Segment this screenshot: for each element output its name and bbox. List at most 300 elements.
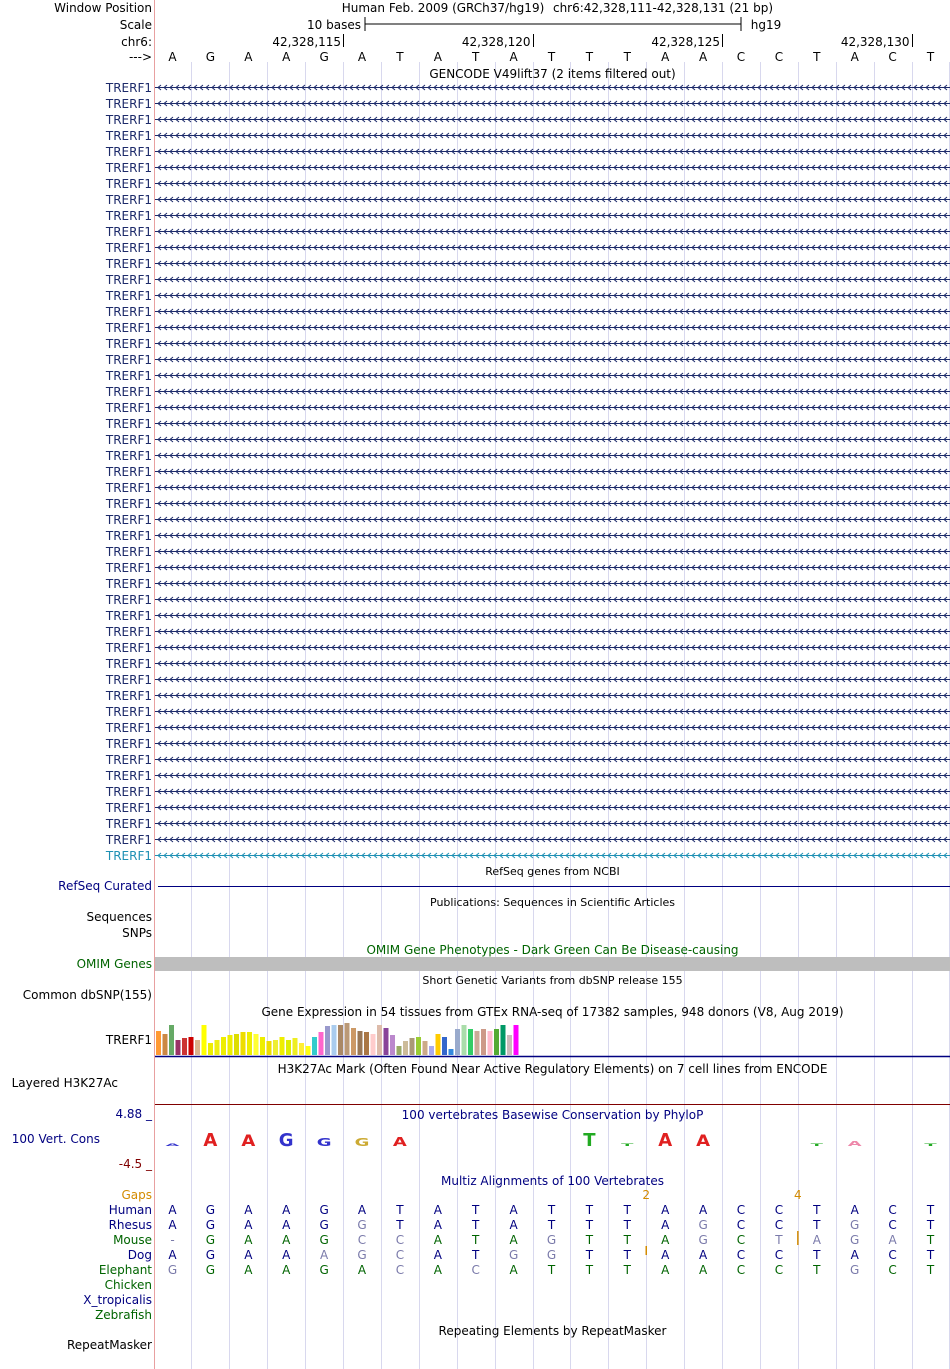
gene-arrow-line (155, 357, 950, 362)
gene-label-trerf1: TRERF1 (105, 721, 152, 735)
aligned-base: T (926, 1218, 935, 1232)
aligned-base: A (661, 1263, 670, 1277)
gene-arrow-line (155, 549, 950, 554)
gtex-bar (208, 1043, 213, 1055)
gtex-bar (286, 1040, 291, 1055)
aligned-base: C (888, 1248, 897, 1262)
gtex-bar (436, 1034, 441, 1055)
gene-label-trerf1: TRERF1 (105, 801, 152, 815)
base-letter: C (736, 50, 746, 64)
gene-arrow-line (155, 101, 950, 106)
aligned-base: A (433, 1203, 442, 1217)
base-letter: T (813, 50, 821, 64)
phylop-base: G (316, 1136, 332, 1149)
aligned-base: T (623, 1263, 631, 1277)
aligned-base: A (509, 1263, 518, 1277)
base-letter: A (433, 50, 442, 64)
phylop-base: T (924, 1142, 937, 1148)
aligned-base: G (357, 1218, 367, 1232)
genome-label: Human Feb. 2009 (GRCh37/hg19) (341, 1, 545, 15)
gtex-bar (358, 1031, 363, 1055)
aligned-base: G (205, 1203, 216, 1217)
gene-label-trerf1: TRERF1 (105, 849, 152, 863)
phylop-base: A (696, 1131, 711, 1151)
gene-arrow-line (155, 757, 950, 762)
aligned-base: C (888, 1263, 897, 1277)
aligned-base: A (509, 1203, 518, 1217)
aligned-base: A (168, 1203, 177, 1217)
gene-label-trerf1: TRERF1 (105, 657, 152, 671)
gtex-bar (202, 1025, 207, 1055)
refseq-track-label[interactable]: RefSeq Curated (58, 879, 152, 893)
base-letter: G (205, 50, 216, 64)
insertion-markers (155, 1195, 950, 1255)
aligned-base: A (282, 1248, 291, 1262)
conservation-track-label[interactable]: 100 Vert. Cons (11, 1132, 100, 1146)
gene-arrow-line (155, 309, 950, 314)
gene-arrow-line (155, 645, 950, 650)
gtex-bar (260, 1037, 265, 1055)
aligned-base: A (661, 1248, 670, 1262)
base-letter: T (926, 50, 935, 64)
gtex-expression-bars[interactable] (155, 1018, 950, 1058)
gtex-track-title: Gene Expression in 54 tissues from GTEx RNA-seq of 17382 samples, 948 donors (V8, Aug 2019) (261, 1005, 844, 1019)
gtex-bar (176, 1040, 181, 1055)
gtex-bar (189, 1037, 194, 1055)
aligned-base: G (319, 1263, 329, 1277)
gtex-bar (338, 1025, 343, 1055)
gtex-bar (462, 1025, 467, 1055)
gene-model-lines[interactable] (155, 80, 950, 860)
gene-arrow-line (155, 741, 950, 746)
gene-label-trerf1: TRERF1 (105, 225, 152, 239)
aligned-base: A (888, 1233, 897, 1247)
gene-arrow-line (155, 581, 950, 586)
base-letter: A (850, 50, 859, 64)
gene-label-trerf1: TRERF1 (105, 785, 152, 799)
gtex-bar (241, 1032, 246, 1055)
aligned-base: G (205, 1233, 216, 1247)
base-letter: A (282, 50, 291, 64)
aligned-base: C (774, 1203, 784, 1217)
aligned-base: T (472, 1233, 480, 1247)
base-letter: A (357, 50, 367, 64)
gene-label-trerf1: TRERF1 (105, 241, 152, 255)
base-letter: T (472, 50, 480, 64)
gene-arrow-line (155, 533, 950, 538)
gtex-bar (215, 1040, 220, 1055)
aligned-base: T (623, 1248, 631, 1262)
dbsnp-track-title: Short Genetic Variants from dbSNP release 155 (422, 974, 683, 987)
gene-arrow-line (155, 437, 950, 442)
phylop-base: T (583, 1130, 596, 1151)
aligned-base: G (546, 1233, 557, 1247)
gene-arrow-line (155, 389, 950, 394)
gene-label-trerf1: TRERF1 (105, 545, 152, 559)
gene-label-trerf1: TRERF1 (105, 193, 152, 207)
aligned-base: G (850, 1233, 860, 1247)
aligned-base: G (319, 1233, 329, 1247)
aligned-base: A (357, 1263, 367, 1277)
gene-label-trerf1: TRERF1 (105, 273, 152, 287)
aligned-base: T (547, 1203, 556, 1217)
aligned-base: A (850, 1248, 859, 1262)
aligned-base: A (661, 1233, 670, 1247)
gtex-bar (514, 1025, 519, 1055)
gtex-bar (156, 1031, 161, 1055)
gtex-bar (332, 1025, 337, 1055)
gene-arrow-line (155, 517, 950, 522)
gtex-bar (494, 1029, 499, 1055)
aligned-base: T (547, 1263, 556, 1277)
gene-label-trerf1: TRERF1 (105, 609, 152, 623)
aligned-base: T (585, 1203, 594, 1217)
aligned-base: A (244, 1263, 253, 1277)
aligned-base: T (472, 1218, 480, 1232)
gene-arrow-line (155, 277, 950, 282)
gene-label-trerf1: TRERF1 (105, 641, 152, 655)
aligned-base: T (775, 1233, 783, 1247)
aligned-base: A (509, 1233, 518, 1247)
aligned-base: A (433, 1248, 442, 1262)
conservation-max-label: 4.88 _ (115, 1107, 152, 1121)
aligned-base: C (736, 1233, 746, 1247)
gene-arrow-line (155, 853, 950, 858)
h3k27ac-track-title: H3K27Ac Mark (Often Found Near Active Regulatory Elements) on 7 cell lines from ENCODE (277, 1062, 828, 1076)
gene-label-trerf1: TRERF1 (105, 673, 152, 687)
conservation-min-label: -4.5 _ (118, 1157, 152, 1171)
gene-label-trerf1: TRERF1 (105, 689, 152, 703)
phylop-base: A (658, 1130, 673, 1151)
gtex-gene-label[interactable]: TRERF1 (105, 1033, 152, 1047)
omim-track-label[interactable]: OMIM Genes (76, 957, 152, 971)
gene-label-trerf1: TRERF1 (105, 129, 152, 143)
aligned-base: G (205, 1248, 216, 1262)
gtex-bar (319, 1032, 324, 1055)
gtex-bar (442, 1037, 447, 1055)
aligned-base: A (282, 1218, 291, 1232)
gtex-bar (299, 1043, 304, 1055)
gap-count-marker: 4 (794, 1188, 802, 1202)
gtex-bar (325, 1026, 330, 1055)
species-label: Mouse (113, 1233, 152, 1247)
aligned-base: A (698, 1263, 708, 1277)
h3k27ac-track-label[interactable]: Layered H3K27Ac (11, 1076, 118, 1090)
gene-arrow-line (155, 821, 950, 826)
species-label: Elephant (98, 1263, 152, 1277)
gene-arrow-line (155, 453, 950, 458)
gene-arrow-line (155, 693, 950, 698)
species-label: Zebrafish (95, 1308, 152, 1322)
aligned-base: A (168, 1248, 177, 1262)
gene-label-trerf1: TRERF1 (105, 81, 152, 95)
species-label: Rhesus (108, 1218, 152, 1232)
gtex-bar (351, 1028, 356, 1055)
gtex-bar (182, 1038, 187, 1055)
aligned-base: G (205, 1218, 216, 1232)
aligned-base: A (282, 1233, 291, 1247)
base-letter: G (319, 50, 329, 64)
phylop-track-title: 100 vertebrates Basewise Conservation by PhyloP (401, 1108, 704, 1122)
gencode-track-title: GENCODE V49lift37 (2 items filtered out) (429, 67, 676, 81)
coordinate-label: 42,328,115 (272, 35, 342, 49)
gtex-bar (169, 1025, 174, 1055)
base-letter: A (244, 50, 253, 64)
aligned-base: - (170, 1233, 175, 1247)
aligned-base: A (244, 1218, 253, 1232)
sequences-track-label[interactable]: Sequences (86, 910, 152, 924)
coordinate-label: 42,328,120 (461, 35, 531, 49)
gene-arrow-line (155, 245, 950, 250)
omim-track-title: OMIM Gene Phenotypes - Dark Green Can Be Disease-causing (366, 943, 739, 957)
aligned-base: G (319, 1218, 329, 1232)
aligned-base: T (623, 1233, 631, 1247)
aligned-base: T (585, 1233, 594, 1247)
base-letter: T (547, 50, 556, 64)
gene-label-trerf1: TRERF1 (105, 353, 152, 367)
aligned-base: A (661, 1203, 670, 1217)
gtex-bar (403, 1041, 408, 1055)
gene-arrow-line (155, 421, 950, 426)
coordinate-tick (533, 34, 534, 47)
gene-label-trerf1: TRERF1 (105, 161, 152, 175)
gene-label-trerf1: TRERF1 (105, 529, 152, 543)
aligned-base: T (547, 1218, 556, 1232)
gene-arrow-line (155, 469, 950, 474)
gene-arrow-line (155, 789, 950, 794)
aligned-base: T (585, 1218, 594, 1232)
gene-arrow-line (155, 117, 950, 122)
phylop-logo[interactable] (155, 1124, 950, 1164)
phylop-base: G (354, 1136, 370, 1149)
omim-gene-bar[interactable] (155, 957, 950, 971)
refseq-track-title: RefSeq genes from NCBI (485, 865, 620, 878)
coordinate-tick (343, 34, 344, 47)
aligned-base: G (698, 1233, 708, 1247)
gtex-bar (273, 1040, 278, 1055)
gtex-bar (455, 1029, 460, 1055)
aligned-base: A (509, 1218, 518, 1232)
gene-arrow-line (155, 405, 950, 410)
aligned-base: T (396, 1203, 404, 1217)
gtex-bar (468, 1029, 473, 1055)
aligned-base: A (282, 1203, 291, 1217)
repeatmasker-track-label[interactable]: RepeatMasker (66, 1338, 152, 1352)
aligned-base: T (926, 1248, 935, 1262)
gene-arrow-line (155, 261, 950, 266)
aligned-base: T (623, 1203, 631, 1217)
gene-arrow-line (155, 165, 950, 170)
phylop-base: A (165, 1142, 180, 1148)
gene-label-trerf1: TRERF1 (105, 321, 152, 335)
aligned-base: A (433, 1263, 442, 1277)
gene-arrow-line (155, 181, 950, 186)
aligned-base: C (774, 1248, 784, 1262)
aligned-base: C (736, 1248, 746, 1262)
aligned-base: G (850, 1218, 860, 1232)
aligned-base: C (471, 1263, 480, 1277)
aligned-base: T (396, 1218, 404, 1232)
aligned-base: T (813, 1263, 821, 1277)
aligned-base: C (774, 1218, 784, 1232)
gene-arrow-line (155, 709, 950, 714)
gene-arrow-line (155, 597, 950, 602)
aligned-base: A (319, 1248, 329, 1262)
gene-label-trerf1: TRERF1 (105, 817, 152, 831)
aligned-base: C (888, 1218, 897, 1232)
gene-arrow-line (155, 373, 950, 378)
gene-arrow-line (155, 149, 950, 154)
aligned-base: G (357, 1248, 367, 1262)
chrom-label: chr6: (121, 35, 152, 49)
gene-label-trerf1: TRERF1 (105, 289, 152, 303)
gtex-bar (306, 1046, 311, 1055)
track-area[interactable] (155, 0, 950, 1369)
gene-arrow-line (155, 133, 950, 138)
gene-arrow-line (155, 613, 950, 618)
gene-arrow-line (155, 677, 950, 682)
aligned-base: A (244, 1203, 253, 1217)
aligned-base: G (698, 1218, 708, 1232)
gaps-label: Gaps (121, 1188, 152, 1202)
refseq-gene-line[interactable] (158, 886, 950, 887)
gtex-bar (293, 1038, 298, 1055)
strand-arrow-label[interactable]: ---> (128, 50, 152, 64)
aligned-base: C (736, 1203, 746, 1217)
gene-label-trerf1: TRERF1 (105, 497, 152, 511)
gtex-bar (254, 1034, 259, 1055)
track-labels-column (0, 0, 154, 1369)
base-letter: C (774, 50, 784, 64)
gtex-bar (384, 1028, 389, 1055)
snps-track-label[interactable]: SNPs (122, 926, 152, 940)
gtex-bar (228, 1035, 233, 1055)
gtex-bar (267, 1041, 272, 1055)
coordinate-label: 42,328,125 (651, 35, 721, 49)
species-label: X_tropicalis (83, 1293, 152, 1307)
aligned-base: A (244, 1233, 253, 1247)
gtex-bar (195, 1040, 200, 1055)
gene-label-trerf1: TRERF1 (105, 753, 152, 767)
aligned-base: A (433, 1233, 442, 1247)
aligned-base: C (888, 1203, 897, 1217)
aligned-base: A (168, 1218, 177, 1232)
gene-label-trerf1: TRERF1 (105, 145, 152, 159)
aligned-base: T (813, 1203, 821, 1217)
phylop-base: T (621, 1142, 634, 1148)
h3k27ac-baseline (155, 1104, 950, 1105)
aligned-base: C (736, 1263, 746, 1277)
gtex-bar (410, 1038, 415, 1055)
gtex-bar (475, 1031, 480, 1055)
aligned-base: T (926, 1263, 935, 1277)
aligned-base: G (850, 1263, 860, 1277)
gtex-bar (247, 1032, 252, 1055)
gene-label-trerf1: TRERF1 (105, 833, 152, 847)
aligned-base: T (926, 1233, 935, 1247)
base-letter: T (623, 50, 631, 64)
aligned-base: A (698, 1248, 708, 1262)
aligned-base: T (813, 1248, 821, 1262)
gtex-bar (163, 1034, 168, 1055)
aligned-base: A (850, 1203, 859, 1217)
gene-label-trerf1: TRERF1 (105, 625, 152, 639)
base-letter: T (396, 50, 404, 64)
phylop-base: G (278, 1130, 294, 1151)
gene-label-trerf1: TRERF1 (105, 97, 152, 111)
gtex-bar (449, 1049, 454, 1055)
aligned-base: A (661, 1218, 670, 1232)
assembly-label: hg19 (750, 18, 782, 32)
dbsnp-track-label[interactable]: Common dbSNP(155) (22, 988, 152, 1002)
aligned-base: A (698, 1203, 708, 1217)
aligned-base: T (585, 1248, 594, 1262)
species-label: Chicken (104, 1278, 152, 1292)
gene-arrow-line (155, 725, 950, 730)
gtex-bar (416, 1037, 421, 1055)
gene-label-trerf1: TRERF1 (105, 465, 152, 479)
gene-arrow-line (155, 197, 950, 202)
gene-label-trerf1: TRERF1 (105, 593, 152, 607)
gene-arrow-line (155, 85, 950, 90)
gene-label-trerf1: TRERF1 (105, 113, 152, 127)
gene-label-trerf1: TRERF1 (105, 577, 152, 591)
gtex-bar (507, 1035, 512, 1055)
gene-arrow-line (155, 565, 950, 570)
base-letter: A (698, 50, 708, 64)
scale-bar-text: 10 bases (307, 18, 361, 32)
species-label: Human (108, 1203, 152, 1217)
gtex-bar (488, 1031, 493, 1055)
aligned-base: A (244, 1248, 253, 1262)
publications-track-title: Publications: Sequences in Scientific Articles (430, 896, 675, 909)
aligned-base: C (736, 1218, 746, 1232)
multiz-track-title: Multiz Alignments of 100 Vertebrates (440, 1174, 665, 1188)
aligned-base: T (926, 1203, 935, 1217)
gene-label-trerf1: TRERF1 (105, 513, 152, 527)
gtex-bar (397, 1046, 402, 1055)
base-letter: A (661, 50, 670, 64)
phylop-base: A (203, 1130, 218, 1151)
aligned-base: T (472, 1203, 480, 1217)
base-letter: A (509, 50, 518, 64)
gene-label-trerf1: TRERF1 (105, 369, 152, 383)
aligned-base: C (395, 1248, 405, 1262)
gene-arrow-line (155, 485, 950, 490)
gene-arrow-line (155, 325, 950, 330)
phylop-base: A (847, 1139, 862, 1149)
gtex-bar (423, 1041, 428, 1055)
gene-label-trerf1: TRERF1 (105, 177, 152, 191)
gene-label-trerf1: TRERF1 (105, 433, 152, 447)
gtex-bar (221, 1037, 226, 1055)
gtex-bar (390, 1035, 395, 1055)
gene-arrow-line (155, 293, 950, 298)
aligned-base: G (546, 1248, 557, 1262)
gene-arrow-line (155, 629, 950, 634)
aligned-base: A (812, 1233, 821, 1247)
aligned-base: T (472, 1248, 480, 1262)
gap-count-marker: 2 (642, 1188, 651, 1202)
aligned-base: T (813, 1218, 821, 1232)
gtex-bar (280, 1037, 285, 1055)
coordinate-tick (722, 34, 723, 47)
repeatmasker-track-title: Repeating Elements by RepeatMasker (438, 1324, 667, 1338)
aligned-base: C (357, 1233, 367, 1247)
aligned-base: C (395, 1233, 405, 1247)
gene-label-trerf1: TRERF1 (105, 561, 152, 575)
aligned-base: T (585, 1263, 594, 1277)
